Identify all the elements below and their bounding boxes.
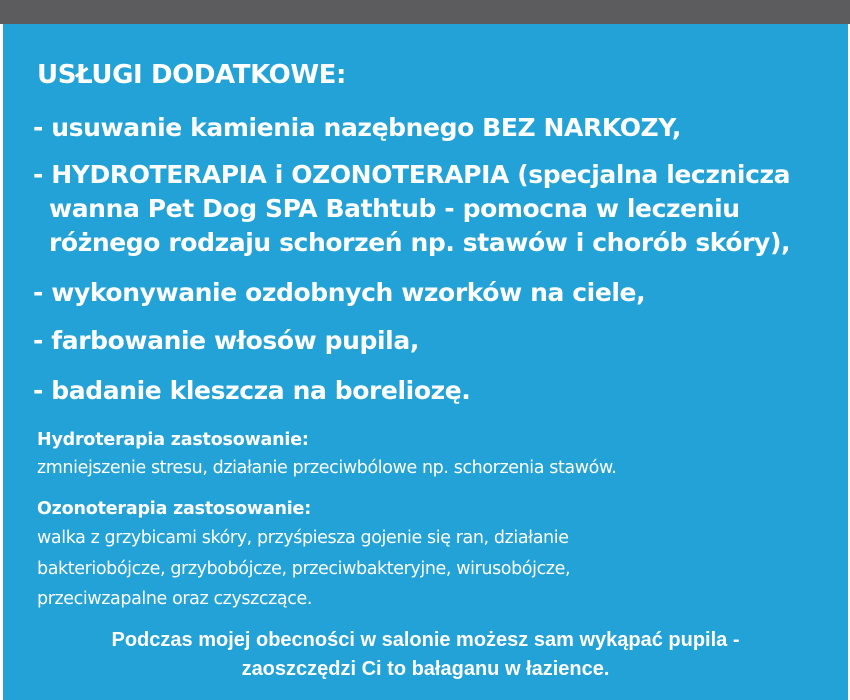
service-item-hydro-ozono: - HYDROTERAPIA i OZONOTERAPIA (specjalna lecznicza <box>33 160 791 189</box>
footer-note-line1: Podczas mojej obecności w salonie możesz sam wykąpać pupila - <box>111 629 740 651</box>
hydrotherapy-title: Hydroterapia zastosowanie: <box>37 430 309 450</box>
ozonotherapy-text-line3: przeciwzapalne oraz czyszczące. <box>37 589 313 609</box>
footer-note-line2: zaoszczędzi Ci to bałaganu w łazience. <box>241 658 610 680</box>
services-heading: USŁUGI DODATKOWE: <box>37 60 347 90</box>
service-item-hydro-ozono-line3: różnego rodzaju schorzeń np. stawów i chorób skóry), <box>49 228 791 257</box>
ozonotherapy-text-line1: walka z grzybicami skóry, przyśpiesza gojenie się ran, działanie <box>37 528 569 548</box>
service-item-patterns: - wykonywanie ozdobnych wzorków na ciele, <box>33 278 646 307</box>
service-item-dyeing: - farbowanie włosów pupila, <box>33 326 419 355</box>
hydrotherapy-text: zmniejszenie stresu, działanie przeciwbólowe np. schorzenia stawów. <box>37 458 617 478</box>
services-panel <box>0 24 850 700</box>
service-item-tick-test: - badanie kleszcza na boreliozę. <box>33 376 471 405</box>
ozonotherapy-title: Ozonoterapia zastosowanie: <box>37 499 312 519</box>
top-bar <box>0 0 850 24</box>
service-item-hydro-ozono-line2: wanna Pet Dog SPA Bathtub - pomocna w leczeniu <box>49 194 740 223</box>
service-item-tartar: - usuwanie kamienia nazębnego BEZ NARKOZY, <box>33 113 681 142</box>
ozonotherapy-text-line2: bakteriobójcze, grzybobójcze, przeciwbakteryjne, wirusobójcze, <box>37 559 571 579</box>
